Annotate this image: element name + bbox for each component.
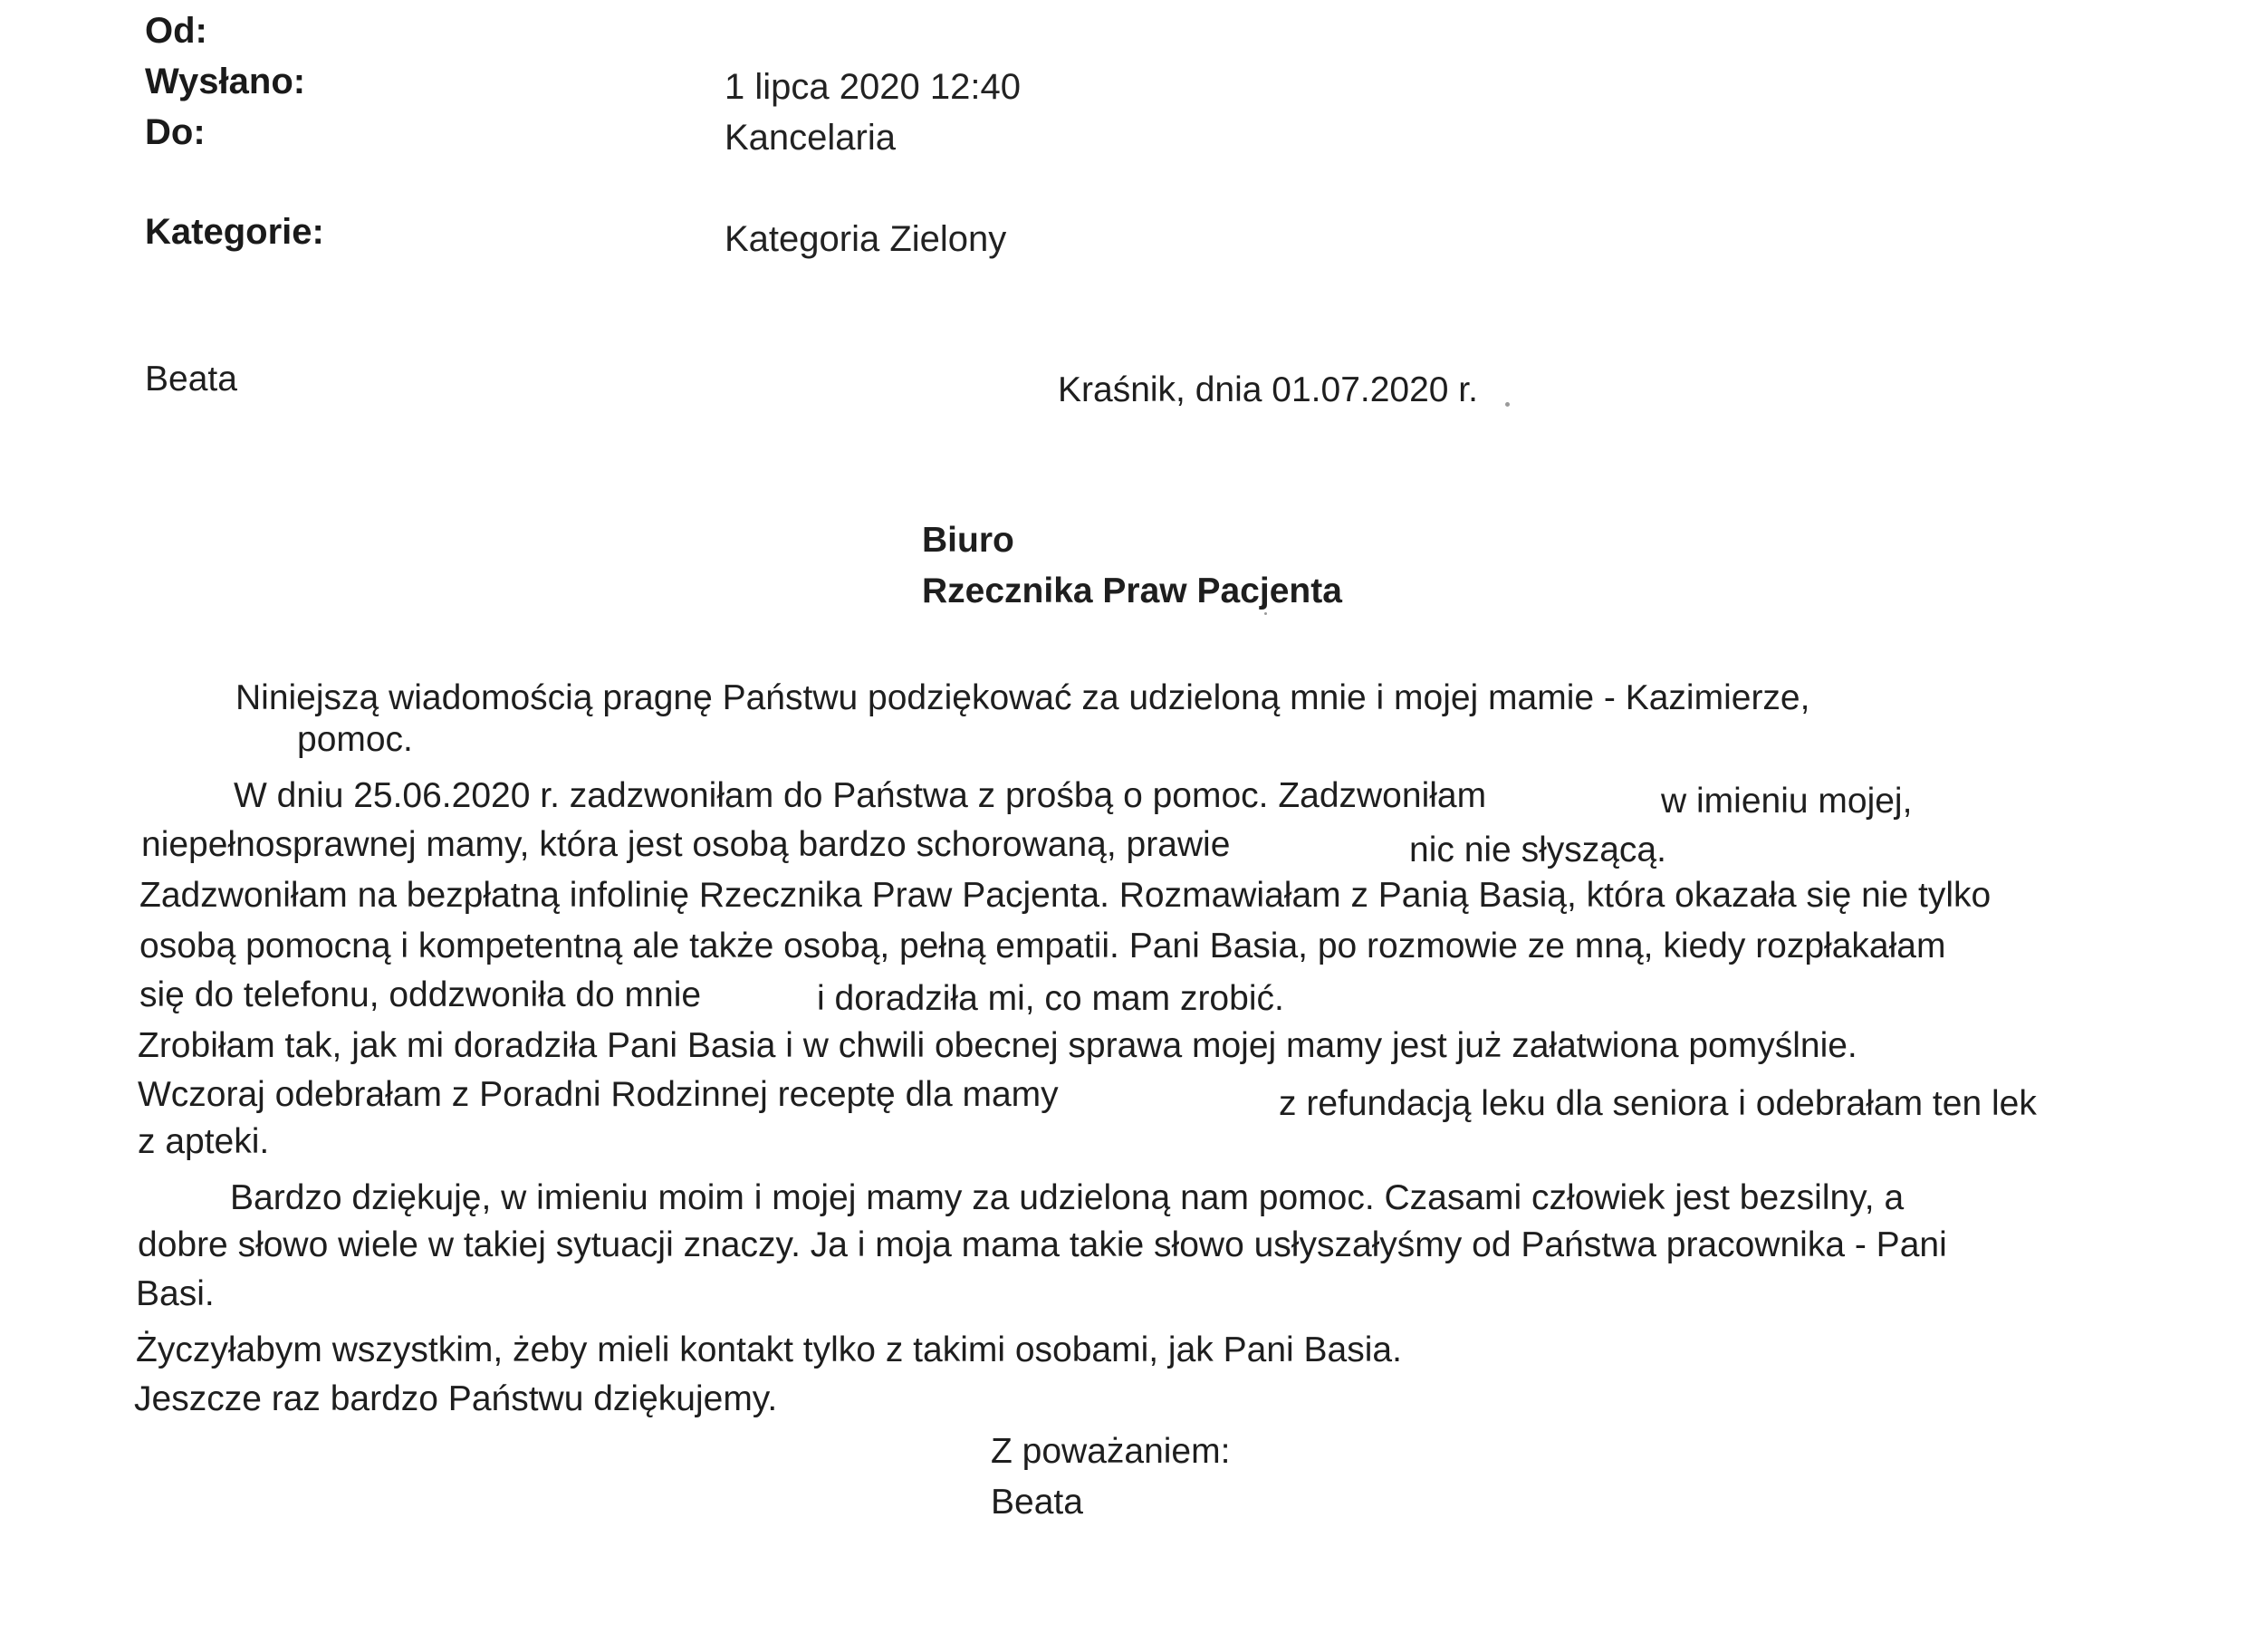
body-line: pomoc. bbox=[297, 720, 413, 759]
sender-name: Beata bbox=[145, 360, 237, 399]
signature: Beata bbox=[991, 1483, 1083, 1522]
scan-speck bbox=[1264, 612, 1267, 615]
body-line: dobre słowo wiele w takiej sytuacji znaczy. Ja i moja mama takie słowo usłyszałyśmy od Państwa pracownika - Pani bbox=[138, 1225, 1947, 1264]
sent-value: 1 lipca 2020 12:40 bbox=[725, 67, 1021, 107]
body-line: nic nie słyszącą. bbox=[1409, 831, 1666, 869]
body-line: z refundacją leku dla seniora i odebrałam ten lek bbox=[1279, 1084, 2037, 1123]
body-line: osobą pomocną i kompetentną ale także osobą, pełną empatii. Pani Basia, po rozmowie ze mną, kiedy rozpłakałam bbox=[139, 927, 1946, 965]
sent-label: Wysłano: bbox=[145, 62, 306, 101]
body-line: Bardzo dziękuję, w imieniu moim i mojej mamy za udzieloną nam pomoc. Czasami człowiek jest bezsilny, a bbox=[230, 1178, 1905, 1217]
from-label: Od: bbox=[145, 11, 207, 51]
to-value: Kancelaria bbox=[725, 118, 897, 158]
body-line: Jeszcze raz bardzo Państwu dziękujemy. bbox=[134, 1379, 778, 1418]
body-line: Wczoraj odebrałam z Poradni Rodzinnej receptę dla mamy bbox=[138, 1075, 1059, 1114]
closing: Z poważaniem: bbox=[991, 1432, 1231, 1471]
recipient-line-2: Rzecznika Praw Pacjenta bbox=[922, 571, 1342, 610]
body-line: Zadzwoniłam na bezpłatną infolinię Rzecznika Praw Pacjenta. Rozmawiałam z Panią Basią, która okazała się nie tylko bbox=[139, 876, 1992, 915]
body-line: Basi. bbox=[136, 1274, 215, 1313]
body-line: Życzyłabym wszystkim, żeby mieli kontakt tylko z takimi osobami, jak Pani Basia. bbox=[136, 1330, 1402, 1369]
categories-value: Kategoria Zielony bbox=[725, 219, 1007, 259]
body-line: Zrobiłam tak, jak mi doradziła Pani Basia i w chwili obecnej sprawa mojej mamy jest już załatwiona pomyślnie. bbox=[138, 1026, 1857, 1065]
body-line: i doradziła mi, co mam zrobić. bbox=[817, 979, 1284, 1018]
body-line: w imieniu mojej, bbox=[1661, 782, 1913, 821]
recipient-line-1: Biuro bbox=[922, 521, 1014, 560]
place-date: Kraśnik, dnia 01.07.2020 r. bbox=[1058, 370, 1478, 409]
body-line: Niniejszą wiadomością pragnę Państwu podziękować za udzieloną mnie i mojej mamie - Kazimierze, bbox=[235, 678, 1810, 717]
body-line: z apteki. bbox=[138, 1122, 270, 1161]
categories-label: Kategorie: bbox=[145, 212, 324, 252]
body-line: W dniu 25.06.2020 r. zadzwoniłam do Państwa z prośbą o pomoc. Zadzwoniłam bbox=[234, 776, 1487, 815]
scan-speck bbox=[1505, 402, 1510, 407]
body-line: się do telefonu, oddzwoniła do mnie bbox=[139, 975, 702, 1014]
body-line: niepełnosprawnej mamy, która jest osobą bardzo schorowaną, prawie bbox=[141, 825, 1231, 864]
to-label: Do: bbox=[145, 112, 206, 152]
